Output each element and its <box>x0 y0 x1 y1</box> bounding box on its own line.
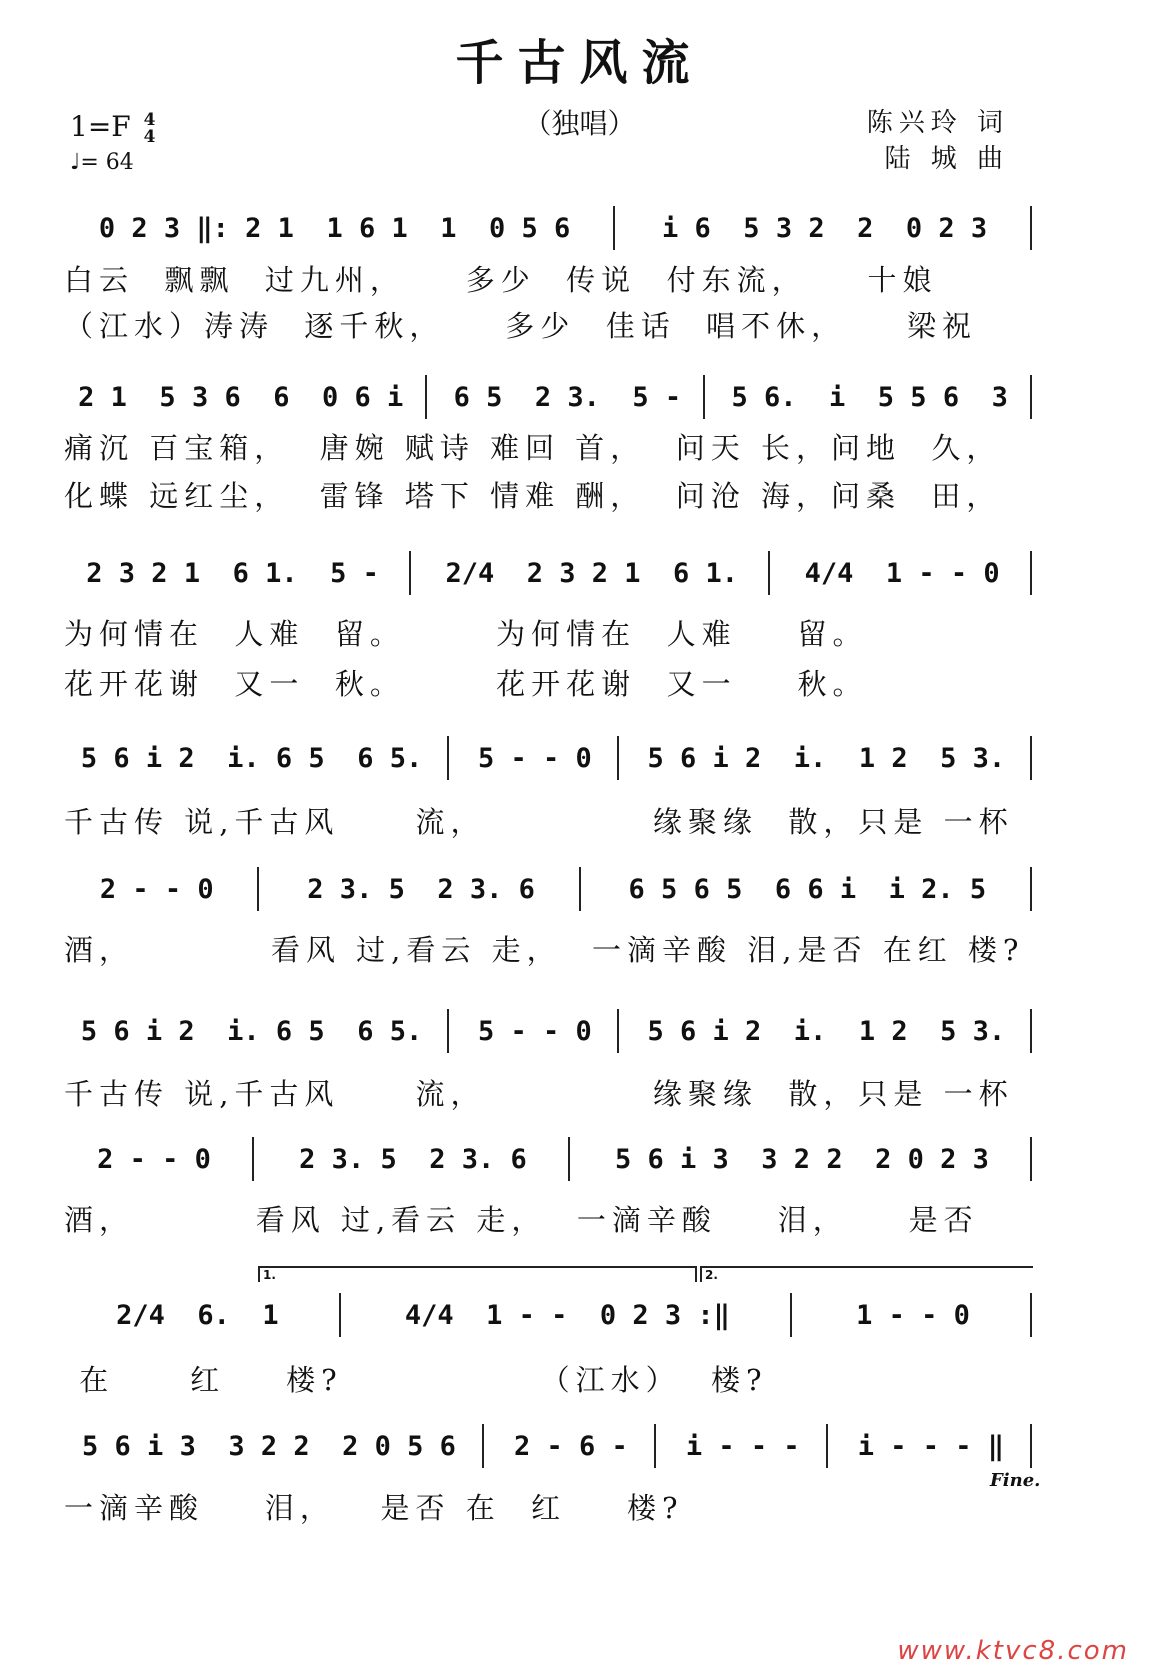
notation-row <box>56 205 1036 251</box>
first-ending-bracket: 1. <box>258 1266 697 1282</box>
measure-group: 4/4 1 - - 0 2 3 :‖ <box>404 1299 730 1331</box>
key-label: 1=F <box>70 110 131 143</box>
notation-row <box>56 1008 1036 1054</box>
measure-group: 6 5 6 5 6 6 i i 2. 5 <box>628 873 987 905</box>
measure-group: i 6 5 3 2 2 0 2 3 <box>662 212 988 244</box>
measure-group: 1 - - 0 <box>856 1299 970 1331</box>
lyricist-credit: 陈兴玲 词 <box>866 108 1009 138</box>
barline <box>1030 1293 1036 1337</box>
barline <box>1030 867 1036 911</box>
composer-credit: 陆 城 曲 <box>884 144 1009 174</box>
lyric-line: 花开花谢 又一 秋。 花开花谢 又一 秋。 <box>64 667 868 701</box>
lyric-line: 千古传 说,千古风 流， 缘聚缘 散，只是 一杯 <box>64 805 1014 839</box>
song-subtitle: （独唱） <box>523 107 636 140</box>
barline <box>1030 375 1036 419</box>
barline <box>1030 206 1036 250</box>
measure-group: 5 6 i 3 3 2 2 2 0 5 6 <box>82 1430 456 1462</box>
barline <box>1030 1137 1036 1181</box>
lyric-line: （江水）涛涛 逐千秋， 多少 佳话 唱不休， 梁祝 <box>64 309 978 343</box>
measure-group: 5 6 i 2 i. 1 2 5 3. <box>647 1015 1006 1047</box>
notation-row <box>56 1423 1036 1469</box>
measure-group: 0 2 3 ‖: 2 1 1 6 1 1 0 5 6 <box>98 212 571 244</box>
barline <box>1030 736 1036 780</box>
tempo-mark: ♩= 64 <box>70 150 134 175</box>
notation-row <box>56 866 1036 912</box>
barline <box>1030 551 1036 595</box>
time-numerator: 4 <box>143 109 156 130</box>
notation-row <box>56 374 1036 420</box>
notation-row <box>56 1136 1036 1182</box>
lyric-line: 在 红 楼? （江水） 楼? <box>64 1363 768 1397</box>
measure-group: 4/4 1 - - 0 <box>804 557 1000 589</box>
measure-group: 2 1 5 3 6 6 0 6 i <box>78 381 404 413</box>
lyric-line: 痛沉 百宝箱， 唐婉 赋诗 难回 首， 问天 长，问地 久， <box>64 431 1002 465</box>
measure-group: 2/4 2 3 2 1 6 1. <box>445 557 739 589</box>
measure-group: 2 3. 5 2 3. 6 <box>299 1143 527 1175</box>
barline <box>1030 1009 1036 1053</box>
barline <box>1030 1424 1036 1468</box>
measure-group: 2 3 2 1 6 1. 5 - <box>86 557 379 589</box>
lyric-line: 白云 飘飘 过九州， 多少 传说 付东流， 十娘 <box>64 263 938 297</box>
time-signature <box>143 109 156 147</box>
measure-group: i - - - ‖ <box>857 1430 1004 1462</box>
measure-group: 2/4 6. 1 <box>116 1299 279 1331</box>
song-title: 千古风流 <box>455 35 704 91</box>
measure-group: 2 - - 0 <box>99 873 214 905</box>
lyric-line: 酒， 看风 过,看云 走， 一滴辛酸 泪， 是否 <box>64 1203 979 1237</box>
measure-group: 5 - - 0 <box>477 742 592 774</box>
key-signature <box>70 110 155 146</box>
measure-group: 5 6. i 5 5 6 3 <box>731 381 1008 413</box>
notation-row <box>56 1292 1036 1338</box>
lyric-line: 为何情在 人难 留。 为何情在 人难 留。 <box>64 617 868 651</box>
measure-group: 6 5 2 3. 5 - <box>453 381 682 413</box>
lyric-line: 化蝶 远红尘， 雷锋 塔下 情难 酬， 问沧 海，问桑 田， <box>64 479 1002 513</box>
lyric-line: 酒， 看风 过,看云 走， 一滴辛酸 泪,是否 在红 楼? <box>64 933 1025 967</box>
measure-group: 2 - - 0 <box>97 1143 211 1175</box>
measure-group: 5 6 i 3 3 2 2 2 0 2 3 <box>615 1143 989 1175</box>
time-denominator: 4 <box>143 126 156 147</box>
measure-group: 5 6 i 2 i. 1 2 5 3. <box>647 742 1006 774</box>
site-watermark: www.ktvc8.com <box>897 1636 1129 1666</box>
lyric-line: 一滴辛酸 泪， 是否 在 红 楼? <box>64 1491 684 1525</box>
lyric-line: 千古传 说,千古风 流， 缘聚缘 散，只是 一杯 <box>64 1077 1014 1111</box>
measure-group: i - - - <box>685 1430 800 1462</box>
measure-group: 5 6 i 2 i. 6 5 6 5. <box>80 1015 423 1047</box>
second-ending-bracket: 2. <box>700 1266 1033 1282</box>
notation-row <box>56 735 1036 781</box>
measure-group: 2 3. 5 2 3. 6 <box>307 873 535 905</box>
fine-mark: Fine. <box>990 1470 1041 1491</box>
measure-group: 5 - - 0 <box>477 1015 592 1047</box>
notation-row <box>56 550 1036 596</box>
measure-group: 5 6 i 2 i. 6 5 6 5. <box>80 742 423 774</box>
measure-group: 2 - 6 - <box>513 1430 628 1462</box>
